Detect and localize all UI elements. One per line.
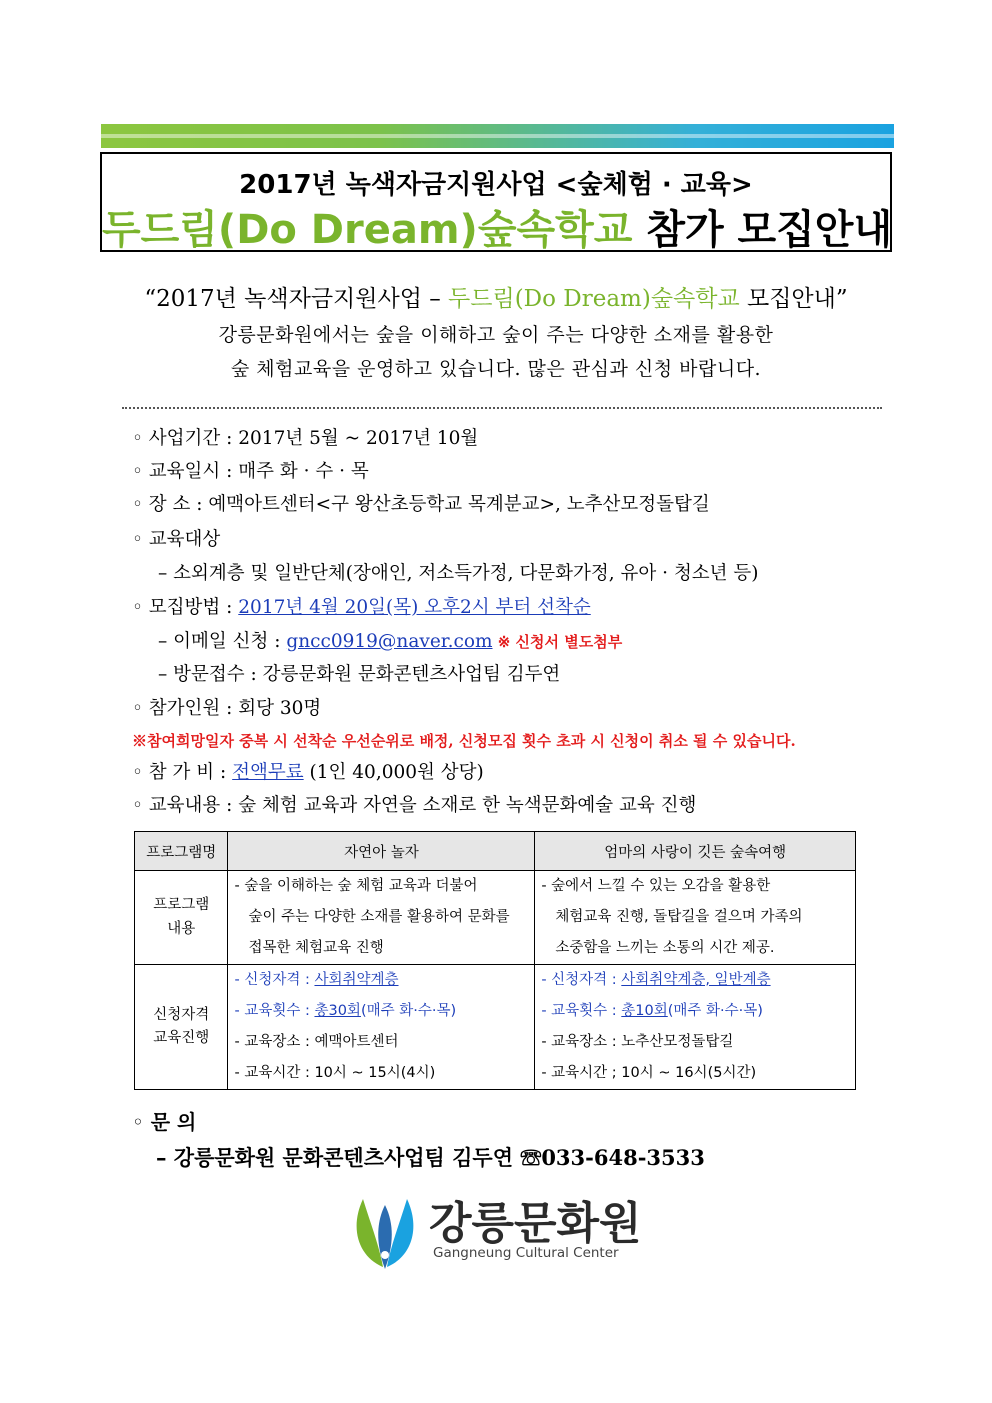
cell-line [535,996,855,1027]
table-row [135,871,856,965]
cell-line [228,965,534,996]
program1-description [228,871,535,965]
info-target: ◦ 교육대상 [132,529,221,550]
row-label-text: 신청자격 [153,1006,210,1023]
email-note: ※ 신청서 별도첨부 [492,633,623,651]
cell-line: - 교육시간 : 10시 ~ 15시(4시) [234,1065,436,1081]
qual-value: 사회취약계층, 일반계층 [621,972,771,988]
table-header-row [135,832,856,871]
inquiry-contact: – 강릉문화원 문화콘텐츠사업팀 김두연 ☏033-648-3533 [156,1145,705,1170]
program2-description [535,871,856,965]
title-program-name: 두드림(Do Dream)숲속학교 [102,207,633,253]
inquiry-title: ◦ 문 의 [132,1110,197,1134]
quote-program-name: 두드림(Do Dream)숲속학교 [448,286,740,312]
intro-line1: 강릉문화원에서는 숲을 이해하고 숲이 주는 다양한 소재를 활용한 [218,324,774,346]
info-period: ◦ 사업기간 : 2017년 5월 ~ 2017년 10월 [132,428,479,449]
table-header: 자연아 놀자 [228,832,535,871]
program2-details [535,965,856,1090]
row-label-program [135,871,228,965]
intro-line2: 숲 체험교육을 운영하고 있습니다. 많은 관심과 신청 바랍니다. [230,358,762,380]
count-value: 총10회 [621,1003,668,1019]
cell-line: 체험교육 진행, 돌탑길을 걸으며 가족의 [555,909,803,925]
row-label-text: 교육진행 [153,1030,210,1046]
cell-line: 소중함을 느끼는 소통의 시간 제공. [555,940,775,956]
row-label-qualification [135,965,228,1090]
info-fee [132,758,484,784]
cell-line: - 교육시간 ; 10시 ~ 16시(5시간) [541,1065,757,1081]
cell-line: - 숲에서 느낄 수 있는 오감을 활용한 [541,878,771,894]
count-value: 총30회 [314,1003,361,1019]
info-email [158,627,622,653]
qual-label: - 신청자격 : [234,972,315,988]
fee-value: 전액무료 [232,762,304,783]
email-link[interactable]: gncc0919@naver.com [286,631,493,652]
count-label: - 교육횟수 : [541,1003,622,1019]
row-label-text: 내용 [167,920,196,937]
count-label: - 교육횟수 : [234,1003,315,1019]
table-header: 엄마의 사랑이 깃든 숲속여행 [535,832,856,871]
quote-open: “2017년 녹색자금지원사업 – [144,286,449,312]
title-line1: 2017년 녹색자금지원사업 <숲체험 · 교육> [239,170,753,200]
count-note: (매주 화·수·목) [667,1003,763,1019]
qual-value: 사회취약계층 [314,972,399,988]
cell-line [228,996,534,1027]
info-place: ◦ 장 소 : 예맥아트센터<구 왕산초등학교 목계분교>, 노추산모정돌탑길 [132,494,710,515]
info-participants: ◦ 참가인원 : 회당 30명 [132,698,322,719]
logo-korean-name: 강릉문화원 [429,1198,642,1249]
row-label-text: 프로그램 [153,897,210,914]
logo-english-name: Gangneung Cultural Center [433,1245,619,1261]
title-suffix: 참가 모집안내 [632,207,893,253]
quote-heading [100,280,892,313]
info-content: ◦ 교육내용 : 숲 체험 교육과 자연을 소재로 한 녹색문화예술 교육 진행 [132,795,697,816]
fee-label: ◦ 참 가 비 : [132,762,233,783]
table-header: 프로그램명 [135,832,228,871]
header-color-bar [101,124,894,148]
program-table [134,831,856,1090]
cell-line: - 숲을 이해하는 숲 체험 교육과 더불어 [234,878,478,894]
program1-details [228,965,535,1090]
fee-note: (1인 40,000원 상당) [303,762,484,783]
info-target-detail: – 소외계층 및 일반단체(장애인, 저소득가정, 다문화가정, 유아 · 청소년 등) [158,563,759,584]
gangneung-cultural-center-logo [345,1185,665,1275]
method-label: ◦ 모집방법 : [132,597,239,618]
dotted-divider [122,407,882,409]
qual-label: - 신청자격 : [541,972,622,988]
cell-line: - 교육장소 : 예맥아트센터 [234,1034,399,1050]
cell-line [535,965,855,996]
quote-close: 모집안내” [739,286,848,312]
count-note: (매주 화·수·목) [360,1003,457,1019]
cell-line: - 교육장소 : 노추산모정돌탑길 [541,1034,734,1050]
info-visit: – 방문접수 : 강릉문화원 문화콘텐츠사업팀 김두연 [158,664,561,685]
method-value: 2017년 4월 20일(목) 오후2시 부터 선착순 [238,597,591,618]
title-box [100,152,892,252]
warning-note: ※참여희망일자 중복 시 선착순 우선순위로 배정, 신청모집 횟수 초과 시 신청이 취소 될 수 있습니다. [132,732,796,750]
info-schedule: ◦ 교육일시 : 매주 화 · 수 · 목 [132,461,369,482]
cell-line: 접목한 체험교육 진행 [248,940,384,956]
email-label: – 이메일 신청 : [158,631,287,652]
cell-line: 숲이 주는 다양한 소재를 활용하여 문화를 [248,909,510,925]
leaf-logo-icon [345,1185,425,1275]
table-row [135,965,856,1090]
info-method [132,593,591,619]
title-line2 [102,198,893,255]
